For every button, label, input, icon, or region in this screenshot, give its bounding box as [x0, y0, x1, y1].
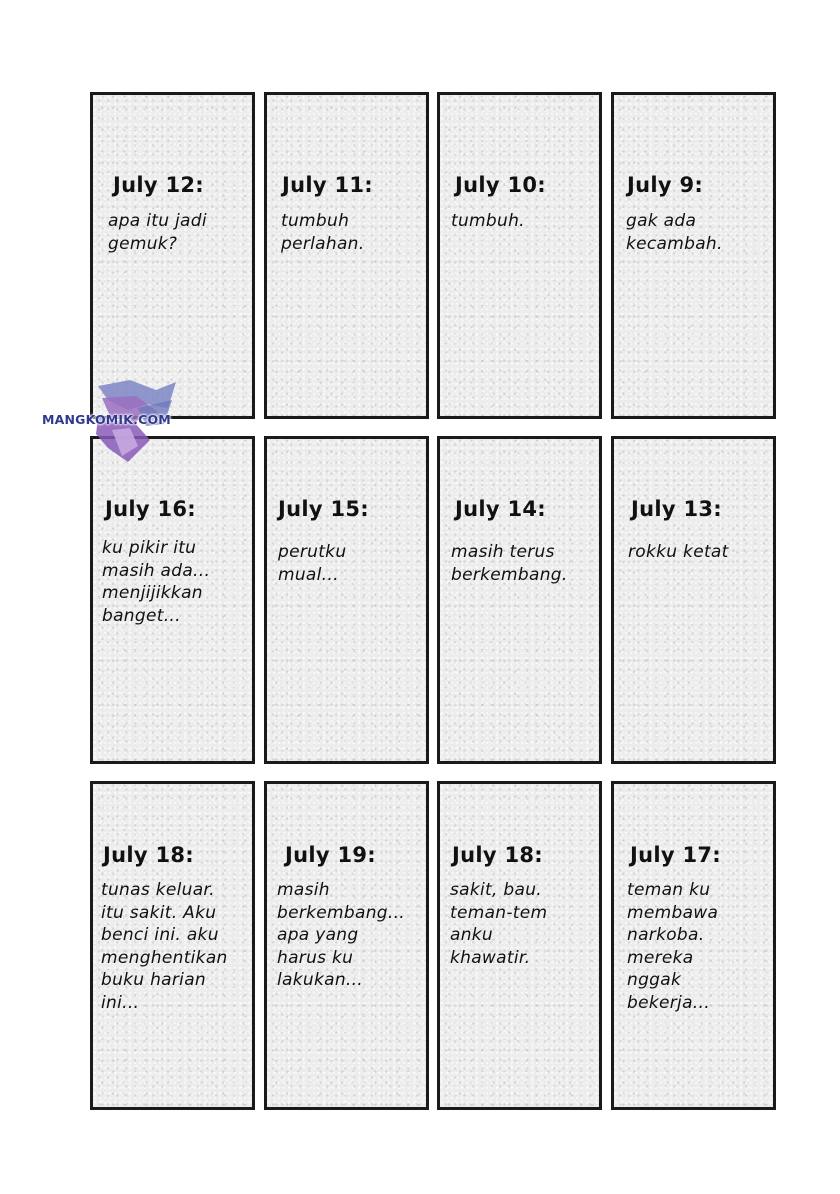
- entry-date: July 18:: [103, 843, 194, 867]
- entry-date: July 14:: [455, 497, 546, 521]
- entry-date: July 19:: [285, 843, 376, 867]
- entry-text: ku pikir itu masih ada... menjijikkan banget...: [102, 538, 211, 626]
- site-logo: [38, 378, 198, 468]
- entry-date: July 10:: [455, 173, 546, 197]
- entry-date: July 11:: [282, 173, 373, 197]
- entry-text: gak ada kecambah.: [626, 211, 723, 254]
- watermark-text: MANGKOMIK.COM: [42, 412, 171, 427]
- diary-panel: [611, 92, 776, 419]
- entry-date: July 13:: [631, 497, 722, 521]
- entry-text: teman ku membawa narkoba. mereka nggak bekerja...: [627, 880, 719, 1013]
- diary-panel: [437, 436, 602, 764]
- diary-panel: [611, 436, 776, 764]
- entry-date: July 16:: [105, 497, 196, 521]
- entry-text: tumbuh perlahan.: [281, 211, 365, 254]
- diary-panel: [90, 92, 255, 419]
- entry-text: sakit, bau. teman-tem anku khawatir.: [450, 880, 548, 968]
- entry-text: masih terus berkembang.: [451, 542, 568, 585]
- diary-panel: [437, 92, 602, 419]
- entry-date: July 18:: [452, 843, 543, 867]
- entry-text: perutku mual...: [278, 542, 347, 585]
- diary-panel: [264, 436, 429, 764]
- entry-text: apa itu jadi gemuk?: [108, 211, 207, 254]
- entry-text: tunas keluar. itu sakit. Aku benci ini. aku menghentikan buku harian ini...: [101, 880, 228, 1013]
- entry-date: July 17:: [630, 843, 721, 867]
- entry-text: masih berkembang... apa yang harus ku lakukan...: [277, 880, 405, 990]
- diary-panel: [264, 92, 429, 419]
- entry-date: July 12:: [113, 173, 204, 197]
- entry-date: July 9:: [627, 173, 704, 197]
- entry-text: rokku ketat: [628, 542, 729, 562]
- entry-date: July 15:: [278, 497, 369, 521]
- entry-text: tumbuh.: [451, 211, 525, 231]
